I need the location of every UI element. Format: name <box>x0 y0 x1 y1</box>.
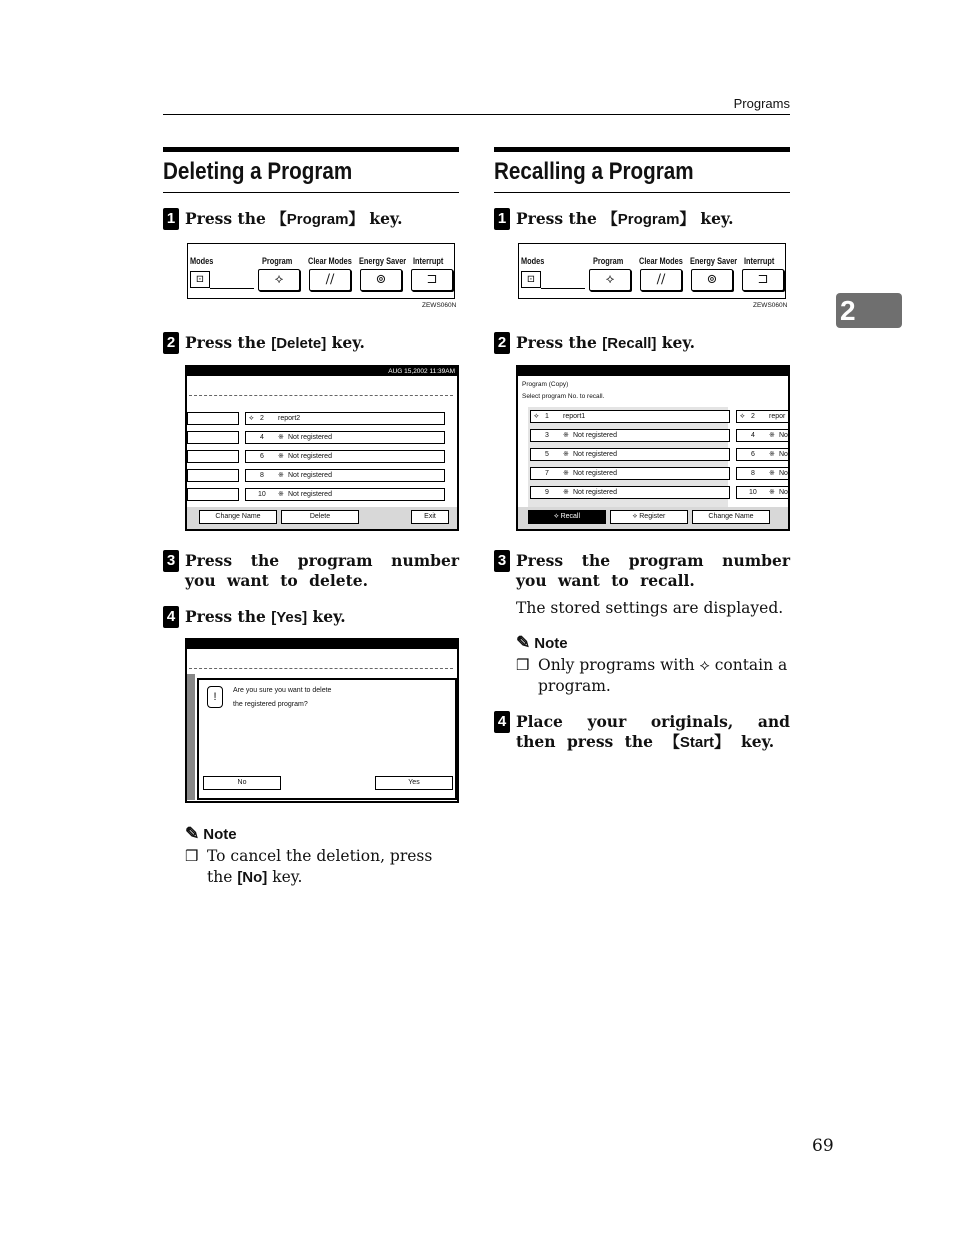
key-name: Start <box>679 734 715 751</box>
stored-settings-text: The stored settings are displayed. <box>516 599 784 617</box>
key-name: [No] <box>237 869 268 886</box>
dialog-message-line1: Are you sure you want to delete <box>233 687 332 694</box>
interrupt-key-icon: ⊐ <box>411 269 453 291</box>
program-row[interactable]: 4 ※ No <box>736 429 790 442</box>
program-icon: ⟡ <box>249 415 254 422</box>
program-row[interactable]: ⟡ 1 report1 <box>530 410 730 423</box>
program-icon: ⟡ <box>699 656 710 674</box>
program-row[interactable]: 9 ※ Not registered <box>530 486 730 499</box>
step-text: Place your originals, and then press the <box>516 712 790 751</box>
program-icon: ⟡ <box>740 413 745 420</box>
step-number: 2 <box>494 332 510 354</box>
energy-saver-key-icon: ⊚ <box>360 269 402 291</box>
program-row[interactable]: 6 ※ Not registered <box>245 450 445 463</box>
note-heading: ✎ Note <box>185 824 237 843</box>
program-row[interactable]: 7 ※ Not registered <box>530 467 730 480</box>
figure-code: ZEWS060N <box>753 302 788 309</box>
panel-label-energy-saver: Energy Saver <box>359 256 407 266</box>
panel-label-clear-modes: Clear Modes <box>639 256 683 266</box>
modes-key-icon: ⊡ <box>190 271 210 288</box>
dialog-message-line2: the registered program? <box>233 701 308 708</box>
delete-program-screen <box>185 365 459 531</box>
program-row[interactable]: 4 ※ Not registered <box>245 431 445 444</box>
step-3 <box>163 551 459 591</box>
control-panel-illustration <box>187 243 455 299</box>
step-text: Press the program number you want to delete. <box>185 551 459 590</box>
screen-instruction: Select program No. to recall. <box>522 393 605 400</box>
panel-label-modes: Modes <box>521 256 545 266</box>
figure-code: ZEWS060N <box>422 302 457 309</box>
recall-icon: ⟡ <box>553 513 561 520</box>
panel-label-interrupt: Interrupt <box>744 256 775 266</box>
step-text-end: key. <box>326 333 365 352</box>
change-name-button[interactable]: Change Name <box>692 510 770 524</box>
panel-label-modes: Modes <box>190 256 214 266</box>
step-1: 1 Press the 【Program】 key. <box>494 209 790 230</box>
screen-title: Program (Copy) <box>522 381 569 388</box>
panel-label-energy-saver: Energy Saver <box>690 256 738 266</box>
program-row[interactable]: 8 ※ No <box>736 467 790 480</box>
program-key-icon: ⟡ <box>258 269 300 291</box>
register-button[interactable]: ⟡ Register <box>610 510 688 524</box>
recall-button[interactable]: ⟡ Recall <box>528 510 606 524</box>
step-number: 3 <box>163 550 179 572</box>
key-name: Program <box>286 211 349 228</box>
step-number: 4 <box>163 606 179 628</box>
step-3 <box>494 551 790 591</box>
control-panel-illustration <box>518 243 786 299</box>
header-rule <box>163 114 790 115</box>
program-row[interactable]: 3 ※ Not registered <box>530 429 730 442</box>
step-number: 1 <box>163 208 179 230</box>
program-row[interactable]: 5 ※ Not registered <box>530 448 730 461</box>
change-name-button[interactable]: Change Name <box>199 510 277 524</box>
step-text: Press the <box>185 607 272 626</box>
chapter-tab: 2 <box>836 293 902 328</box>
step-4: 4 Place your originals, and then press the 【Start】 key. <box>494 712 790 753</box>
step-text: Press the <box>185 209 272 228</box>
energy-saver-key-icon: ⊚ <box>691 269 733 291</box>
program-row[interactable]: 6 ※ No <box>736 448 790 461</box>
panel-label-interrupt: Interrupt <box>413 256 444 266</box>
delete-button[interactable]: Delete <box>281 510 359 524</box>
key-name: [Delete] <box>271 335 327 352</box>
key-name: [Recall] <box>602 335 657 352</box>
screen-datetime: AUG 15,2002 11:39AM <box>388 368 455 375</box>
running-header: Programs <box>733 96 790 111</box>
confirm-dialog <box>197 678 457 800</box>
program-row[interactable]: 8 ※ Not registered <box>245 469 445 482</box>
step-number: 3 <box>494 550 510 572</box>
section-title: Recalling a Program <box>494 158 694 185</box>
step-text: Press the program number you want to recall. <box>516 551 790 590</box>
step-text-end: key. <box>694 209 734 228</box>
no-button[interactable]: No <box>203 776 281 790</box>
clear-modes-key-icon: // <box>640 269 682 291</box>
step-text-end: key. <box>307 607 346 626</box>
panel-label-clear-modes: Clear Modes <box>308 256 352 266</box>
program-icon: ⟡ <box>534 413 539 420</box>
program-row[interactable]: 10 ※ No <box>736 486 790 499</box>
checkbox-bullet-icon: ❒ <box>185 847 199 865</box>
panel-label-program: Program <box>262 256 293 266</box>
step-1: 1 Press the 【Program】 key. <box>163 209 459 230</box>
interrupt-key-icon: ⊐ <box>742 269 784 291</box>
program-row[interactable]: 10 ※ Not registered <box>245 488 445 501</box>
alert-icon: ! <box>207 686 223 708</box>
step-text-end: key. <box>729 732 775 751</box>
program-row[interactable]: ⟡ 2 repor <box>736 410 790 423</box>
pencil-icon: ✎ <box>516 633 531 652</box>
note-item: ❒ To cancel the deletion, press the [No] key. <box>185 847 433 886</box>
step-4 <box>163 607 459 628</box>
program-key-icon: ⟡ <box>589 269 631 291</box>
checkbox-bullet-icon: ❒ <box>516 656 530 674</box>
note-heading: ✎ Note <box>516 633 568 652</box>
pencil-icon: ✎ <box>185 824 200 843</box>
step-number: 1 <box>494 208 510 230</box>
register-icon: ⟡ <box>632 513 640 520</box>
note-item: ❒ Only programs with ⟡ contain a program. <box>516 656 788 695</box>
program-row[interactable]: ⟡ 2 report2 <box>245 412 445 425</box>
section-deleting-program <box>163 147 459 886</box>
panel-label-program: Program <box>593 256 624 266</box>
step-text: Press the <box>185 333 272 352</box>
step-2 <box>163 333 459 354</box>
exit-button[interactable]: Exit <box>411 510 449 524</box>
section-bottom-rule <box>163 192 459 193</box>
recall-program-screen <box>516 365 790 531</box>
step-text: Press the <box>516 333 603 352</box>
step-2 <box>494 333 790 354</box>
yes-button[interactable]: Yes <box>375 776 453 790</box>
step-text-end: key. <box>656 333 696 352</box>
page-number: 69 <box>812 1136 834 1156</box>
confirm-delete-screen <box>185 638 459 803</box>
modes-key-icon: ⊡ <box>521 271 541 288</box>
step-number: 2 <box>163 332 179 354</box>
clear-modes-key-icon: // <box>309 269 351 291</box>
step-text-end: key. <box>363 209 403 228</box>
section-recalling-program <box>494 147 790 751</box>
step-number: 4 <box>494 711 510 733</box>
section-bottom-rule <box>494 192 790 193</box>
step-text: Press the <box>516 209 603 228</box>
key-name: [Yes] <box>271 609 308 626</box>
section-title: Deleting a Program <box>163 158 353 185</box>
key-name: Program <box>617 211 680 228</box>
